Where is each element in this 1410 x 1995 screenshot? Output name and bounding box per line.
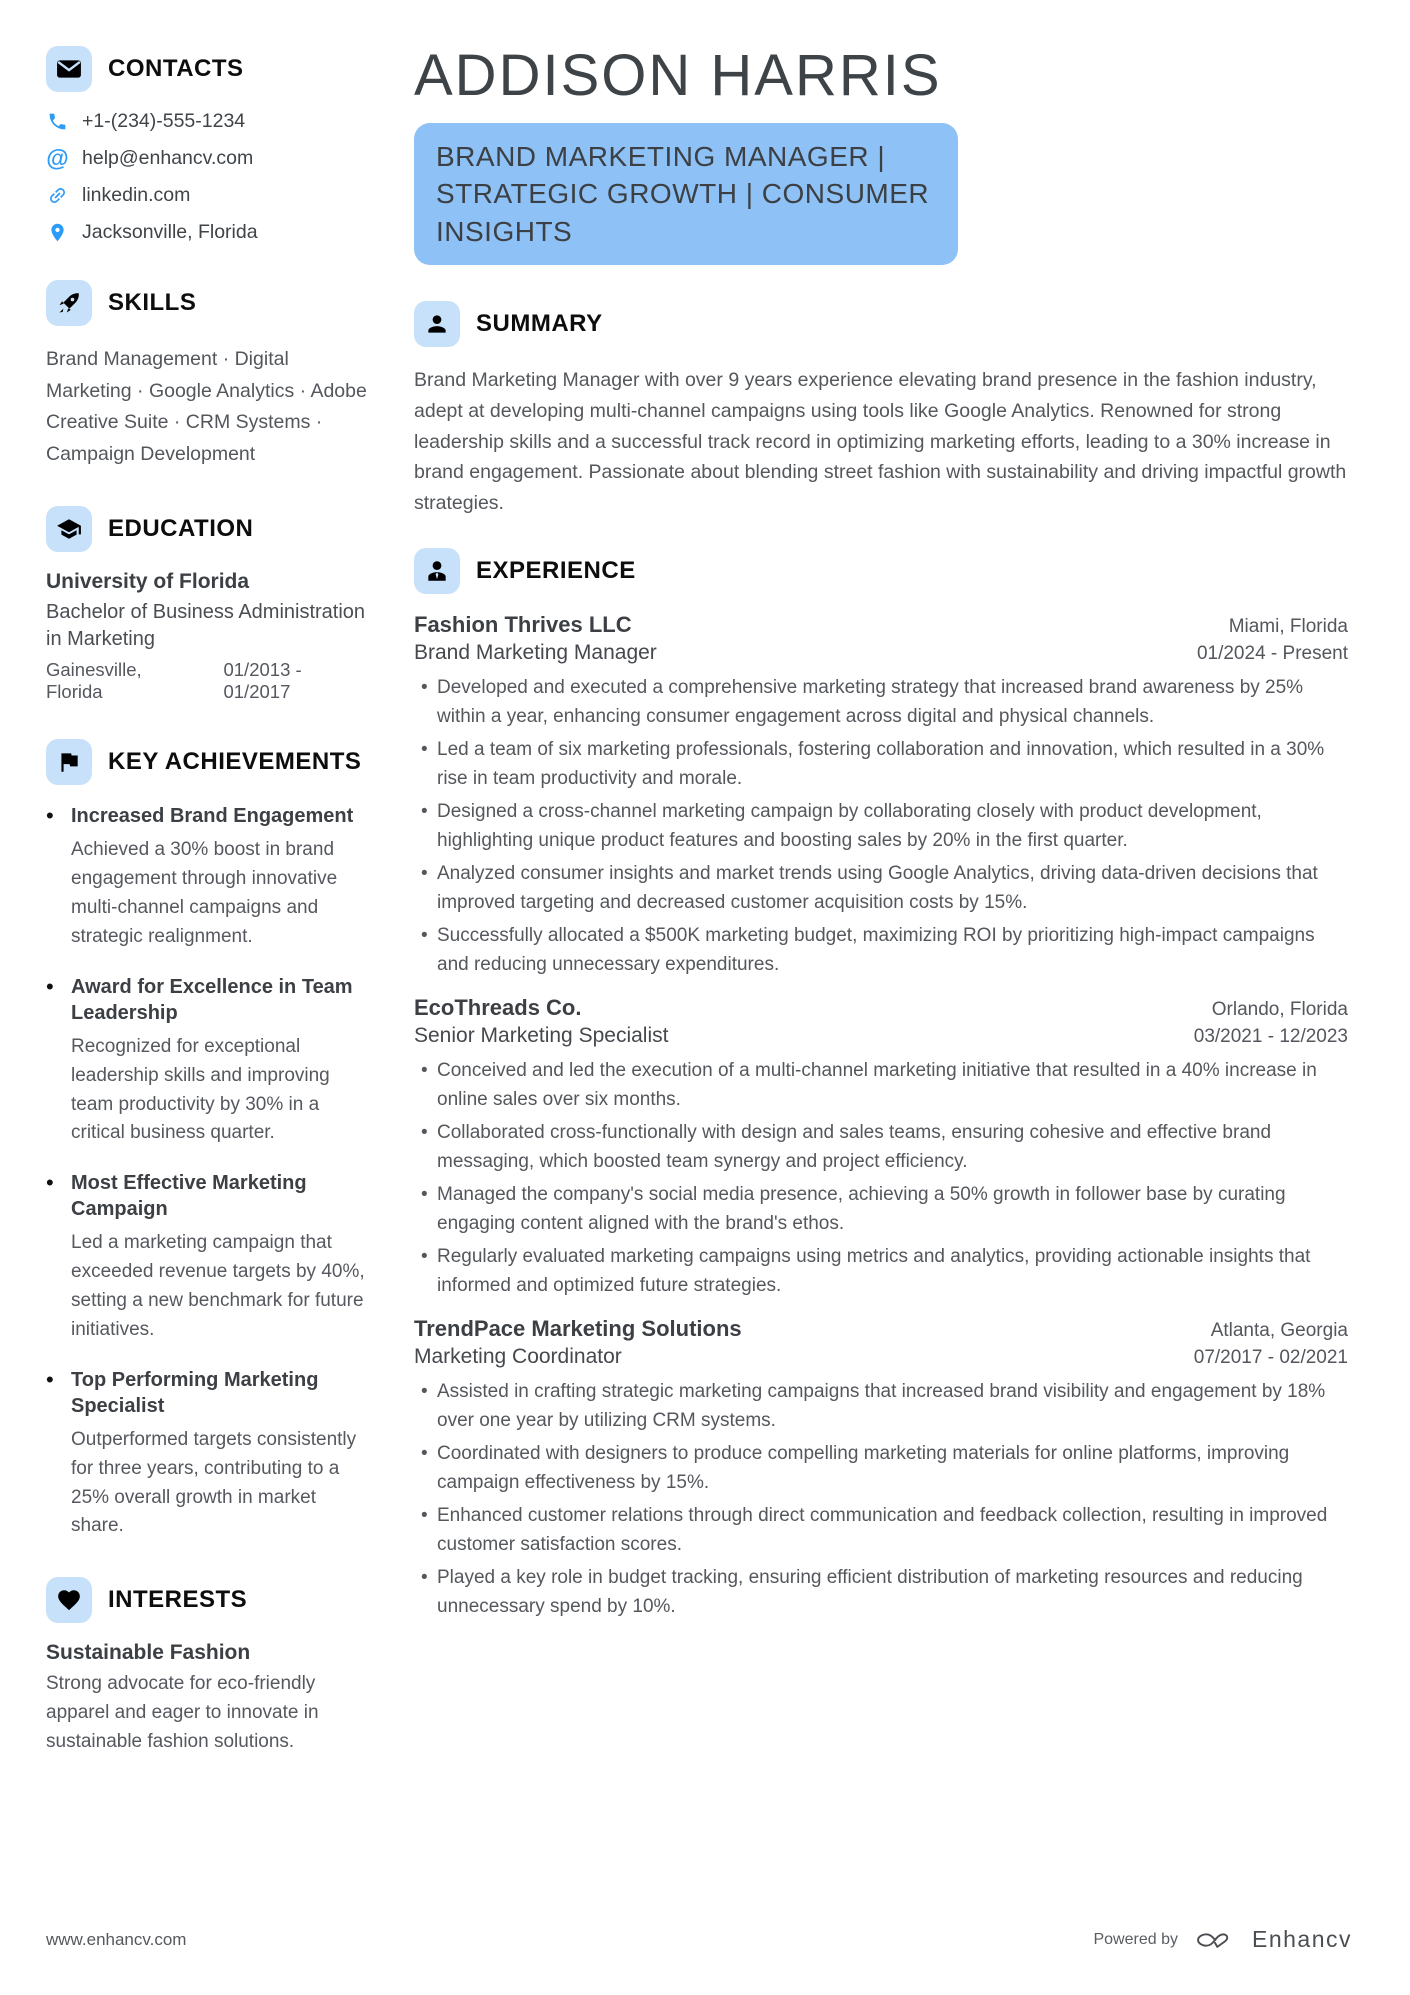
bullet-dot-icon: [46, 1170, 56, 1345]
job-bullet: • Conceived and led the execution of a multi-channel marketing initiative that resulted in a 40% increase in online sales over six months.: [414, 1057, 1348, 1114]
job-dates: 01/2024 - Present: [1196, 643, 1348, 665]
contact-linkedin-value: linkedin.com: [82, 184, 191, 206]
location-icon: [46, 221, 69, 244]
interest-desc: Strong advocate for eco-friendly apparel and eager to innovate in sustainable fashion solutions.: [46, 1673, 319, 1753]
summary-title: SUMMARY: [476, 310, 603, 338]
job-bullet: • Enhanced customer relations through direct communication and feedback collection, resulting in improved customer satisfaction scores.: [414, 1502, 1348, 1559]
footer-site-link[interactable]: www.enhancv.com: [46, 1929, 187, 1949]
flag-icon: [46, 739, 92, 785]
job-bullet: • Coordinated with designers to produce compelling marketing materials for online platforms, improving campaign effectiveness by 15%.: [414, 1440, 1348, 1497]
candidate-name: ADDISON HARRIS: [414, 43, 942, 108]
achievement-desc: Recognized for exceptional leadership skills and improving team productivity by 30% in a critical business quarter.: [71, 1035, 330, 1144]
bullet-dot-icon: [46, 974, 56, 1149]
graduation-cap-icon: [46, 506, 92, 552]
link-icon: [46, 184, 69, 207]
contact-phone-value: +1-(234)-555-1234: [82, 110, 246, 132]
resume-body: [46, 43, 1348, 1793]
interests-section: [46, 1577, 370, 1757]
contact-item-linkedin[interactable]: [46, 184, 370, 207]
job-bullet: • Regularly evaluated marketing campaigns using metrics and analytics, providing actionable insights that informed and optimized future strategies.: [414, 1243, 1348, 1300]
job-bullet: • Managed the company's social media presence, achieving a 50% growth in follower base by curating engaging content aligned with the brand's ethos.: [414, 1181, 1348, 1238]
job-bullet: • Collaborated cross-functionally with design and sales teams, ensuring cohesive and effective brand messaging, which boosted team synergy and project efficiency.: [414, 1119, 1348, 1176]
powered-by: [1093, 1926, 1352, 1953]
interests-title: INTERESTS: [108, 1586, 248, 1614]
job-dates: 07/2017 - 02/2021: [1193, 1347, 1348, 1369]
job-title-ribbon: BRAND MARKETING MANAGER | STRATEGIC GROWTH | CONSUMER INSIGHTS: [414, 123, 958, 266]
contact-item-location: [46, 221, 370, 244]
achievement-item: [46, 803, 370, 952]
interest-name: Sustainable Fashion: [46, 1641, 251, 1665]
skills-title: SKILLS: [108, 289, 197, 316]
powered-by-label: Powered by: [1093, 1930, 1178, 1948]
job-company: TrendPace Marketing Solutions: [414, 1316, 742, 1342]
skills-section: [46, 280, 370, 470]
education-header: [46, 506, 370, 552]
education-meta: [46, 659, 370, 703]
contacts-section: [46, 46, 370, 244]
education-location: Gainesville, Florida: [46, 659, 142, 703]
achievement-item: [46, 1367, 370, 1542]
job-bullet-list: [414, 674, 1348, 979]
skills-header: [46, 280, 370, 326]
experience-header: [414, 548, 1348, 594]
job-bullet-list: [414, 1057, 1348, 1300]
achievement-desc: Outperformed targets consistently for three years, contributing to a 25% overall growth in market share.: [71, 1428, 357, 1537]
education-school: University of Florida: [46, 570, 250, 594]
job-company: Fashion Thrives LLC: [414, 612, 632, 638]
enhancv-wordmark: Enhancv: [1251, 1926, 1352, 1952]
contacts-title: CONTACTS: [108, 55, 244, 82]
enhancv-logo-icon: [1192, 1928, 1238, 1952]
contact-item-phone[interactable]: [46, 110, 370, 133]
education-degree: Bachelor of Business Administration in Marketing: [46, 601, 366, 651]
experience-section: [414, 548, 1348, 1621]
at-icon: [46, 147, 69, 170]
achievement-item: [46, 974, 370, 1149]
job-role: Marketing Coordinator: [414, 1345, 622, 1369]
skills-list: Brand Management · Digital Marketing · Google Analytics · Adobe Creative Suite · CRM Systems · Campaign Development: [46, 348, 367, 465]
heart-icon: [46, 1577, 92, 1623]
footer: [46, 1926, 1352, 1953]
experience-entry: [414, 1316, 1348, 1621]
job-location: Atlanta, Georgia: [1210, 1320, 1348, 1342]
achievement-title: Top Performing Marketing Specialist: [71, 1368, 319, 1417]
job-role: Brand Marketing Manager: [414, 641, 657, 665]
job-bullet: • Analyzed consumer insights and market trends using Google Analytics, driving data-driven decisions that improved targeting and decreased customer acquisition costs by 15%.: [414, 860, 1348, 917]
rocket-icon: [46, 280, 92, 326]
contact-item-email[interactable]: [46, 147, 370, 170]
contacts-header: [46, 46, 370, 92]
job-role: Senior Marketing Specialist: [414, 1024, 669, 1048]
job-bullet: • Assisted in crafting strategic marketing campaigns that increased brand visibility and engagement by 18% over one year by utilizing CRM systems.: [414, 1378, 1348, 1435]
summary-section: [414, 301, 1348, 518]
achievements-title: KEY ACHIEVEMENTS: [108, 748, 362, 776]
achievement-desc: Achieved a 30% boost in brand engagement through innovative multi-channel campaigns and strategic realignment.: [71, 839, 338, 947]
achievement-title: Increased Brand Engagement: [71, 805, 354, 828]
job-bullet: • Led a team of six marketing professionals, fostering collaboration and innovation, which resulted in a 30% rise in team productivity and morale.: [414, 736, 1348, 793]
experience-entry: [414, 612, 1348, 979]
job-location: Orlando, Florida: [1211, 999, 1348, 1021]
envelope-icon: [46, 46, 92, 92]
achievements-section: [46, 739, 370, 1541]
education-title: EDUCATION: [108, 515, 254, 543]
achievement-item: [46, 1170, 370, 1345]
job-bullet-list: [414, 1378, 1348, 1621]
businessman-icon: [414, 548, 460, 594]
job-bullet: • Developed and executed a comprehensive marketing strategy that increased brand awareness by 25% within a year, enhancing consumer engagement across digital and physical channels.: [414, 674, 1348, 731]
achievement-desc: Led a marketing campaign that exceeded revenue targets by 40%, setting a new benchmark for future initiatives.: [71, 1232, 365, 1340]
education-dates: 01/2013 - 01/2017: [223, 659, 302, 703]
summary-text: Brand Marketing Manager with over 9 years experience elevating brand presence in the fashion industry, adept at developing multi-channel campaigns using tools like Google Analytics. Renowned for strong leadership skills and a successful track record in optimizing marketing efforts, leading to a 30% increase in brand engagement. Passionate about blending street fashion with sustainability and driving impactful growth strategies.: [414, 369, 1347, 514]
interests-header: [46, 1577, 370, 1623]
bullet-dot-icon: [46, 803, 56, 952]
job-bullet: • Played a key role in budget tracking, ensuring efficient distribution of marketing resources and reducing unnecessary spend by 10%.: [414, 1564, 1348, 1621]
job-dates: 03/2021 - 12/2023: [1193, 1026, 1348, 1048]
experience-title: EXPERIENCE: [476, 557, 636, 585]
achievement-title: Most Effective Marketing Campaign: [71, 1172, 307, 1221]
job-bullet: • Successfully allocated a $500K marketing budget, maximizing ROI by prioritizing high-impact campaigns and reducing unnecessary expenditures.: [414, 922, 1348, 979]
job-bullet: • Designed a cross-channel marketing campaign by collaborating closely with product development, highlighting unique product features and boosting sales by 20% in the first quarter.: [414, 798, 1348, 855]
contact-location-value: Jacksonville, Florida: [82, 221, 258, 243]
phone-icon: [46, 110, 69, 133]
sidebar: [46, 46, 370, 1793]
main-column: [414, 43, 1348, 1793]
achievements-header: [46, 739, 370, 785]
contact-email-value: help@enhancv.com: [82, 147, 254, 169]
bullet-dot-icon: [46, 1367, 56, 1542]
education-section: [46, 506, 370, 703]
job-company: EcoThreads Co.: [414, 995, 582, 1021]
job-location: Miami, Florida: [1228, 616, 1348, 638]
person-icon: [414, 301, 460, 347]
achievement-title: Award for Excellence in Team Leadership: [71, 975, 353, 1024]
experience-entry: [414, 995, 1348, 1300]
summary-header: [414, 301, 1348, 347]
